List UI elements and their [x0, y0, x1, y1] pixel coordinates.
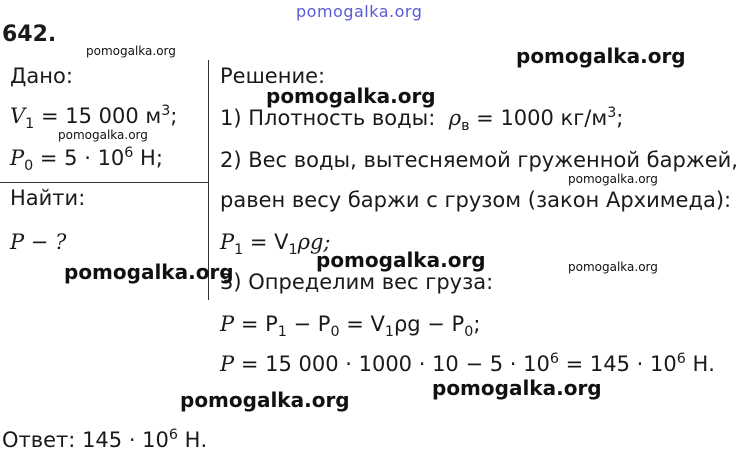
calculation: P = 15 $000 \cdot 1000 \cdot 10 - 5 \cdot 10^6 = 145 \cdot 10^6$ Н.: [220, 351, 715, 376]
solution-heading: Решение:: [220, 64, 326, 88]
formula-2: $P = P_1 - P_0 = V_1\rho g - P_0$;: [220, 312, 481, 341]
find-heading: Найти:: [10, 186, 86, 210]
solution-step3: 3) Определим вес груза:: [220, 270, 494, 294]
horizontal-divider: [0, 182, 208, 183]
answer: Ответ: $145 \cdot 10^6$ Н.: [2, 427, 208, 452]
given-p0: $P_0 = 5 \cdot 10^6$ Н;: [10, 145, 163, 175]
watermark-small-4: pomogalka.org: [568, 260, 658, 274]
watermark-small-3: pomogalka.org: [568, 172, 658, 186]
find-item: P − ?: [10, 230, 67, 254]
watermark-top: pomogalka.org: [296, 2, 423, 21]
watermark-large-4: pomogalka.org: [64, 260, 234, 284]
watermark-small-1: pomogalka.org: [86, 44, 176, 58]
watermark-large-5: pomogalka.org: [432, 376, 602, 400]
formula-1: $P_1 = V_1\rho g$;: [220, 230, 331, 259]
solution-step2-line2: равен весу баржи с грузом (закон Архимеда):: [220, 188, 732, 212]
solution-step2-line1: 2) Вес воды, вытесняемой груженной баржей,: [220, 148, 738, 172]
watermark-large-6: pomogalka.org: [180, 388, 350, 412]
watermark-large-1: pomogalka.org: [516, 44, 686, 68]
problem-number: 642.: [2, 22, 57, 47]
watermark-large-3: pomogalka.org: [316, 248, 486, 272]
solution-step1: 1) Плотность воды: $\rho_в = 1000$ $кг/м^3$;: [220, 105, 624, 135]
given-v1: $V_1 = 15$ 000 $м^3$;: [10, 103, 178, 133]
given-heading: Дано:: [10, 64, 73, 88]
watermark-large-2: pomogalka.org: [266, 84, 436, 108]
watermark-small-2: pomogalka.org: [58, 128, 148, 142]
